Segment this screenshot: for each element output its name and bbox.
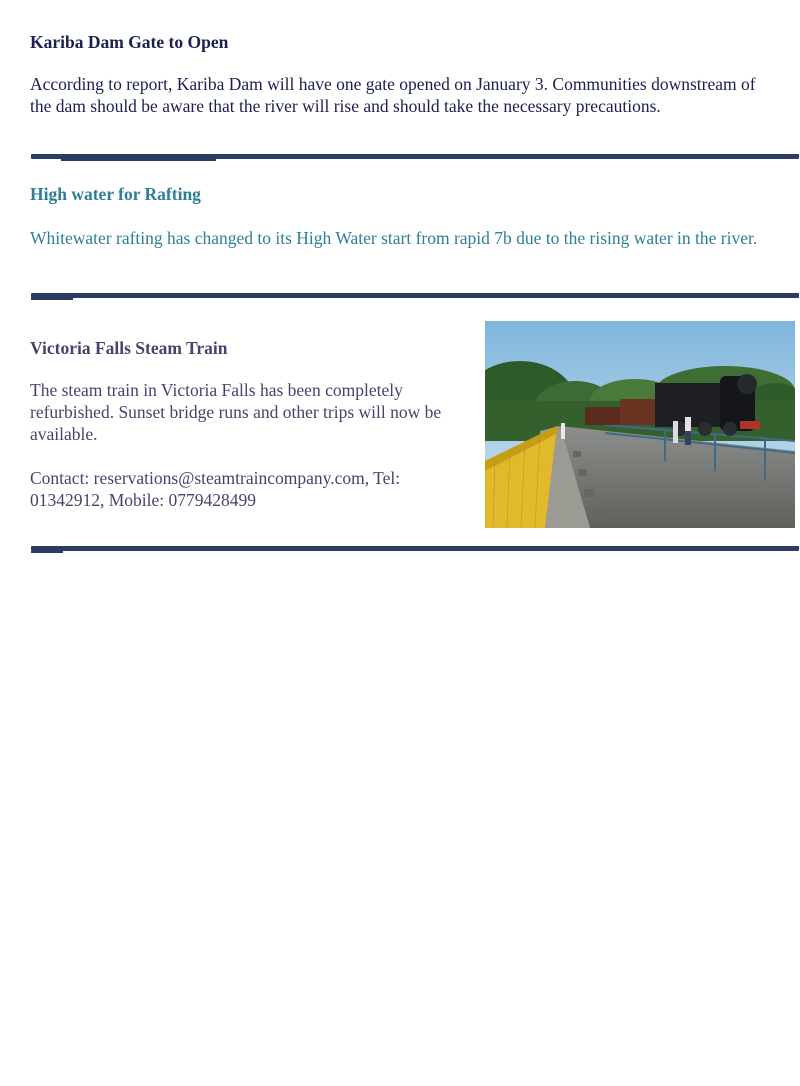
steam-train-heading: Victoria Falls Steam Train	[30, 338, 228, 358]
steam-train-body: The steam train in Victoria Falls has been completely refurbished. Sunset bridge runs and other trips will now be available.	[30, 380, 442, 444]
kariba-dam-heading: Kariba Dam Gate to Open	[30, 32, 229, 52]
steam-train-photo	[485, 321, 795, 528]
steam-train-contact: Contact: reservations@steamtraincompany.com, Tel: 01342912, Mobile: 0779428499	[30, 468, 401, 510]
kariba-dam-body: According to report, Kariba Dam will have one gate opened on January 3. Communities downstream of the dam should be aware that the river will rise and should take the necessary precautions.	[30, 74, 756, 116]
rafting-body: Whitewater rafting has changed to its High Water start from rapid 7b due to the rising water in the river.	[30, 228, 758, 248]
section-divider-3	[31, 546, 799, 551]
section-divider-2	[31, 293, 799, 298]
rafting-heading: High water for Rafting	[30, 184, 201, 204]
section-divider-1	[31, 154, 799, 159]
